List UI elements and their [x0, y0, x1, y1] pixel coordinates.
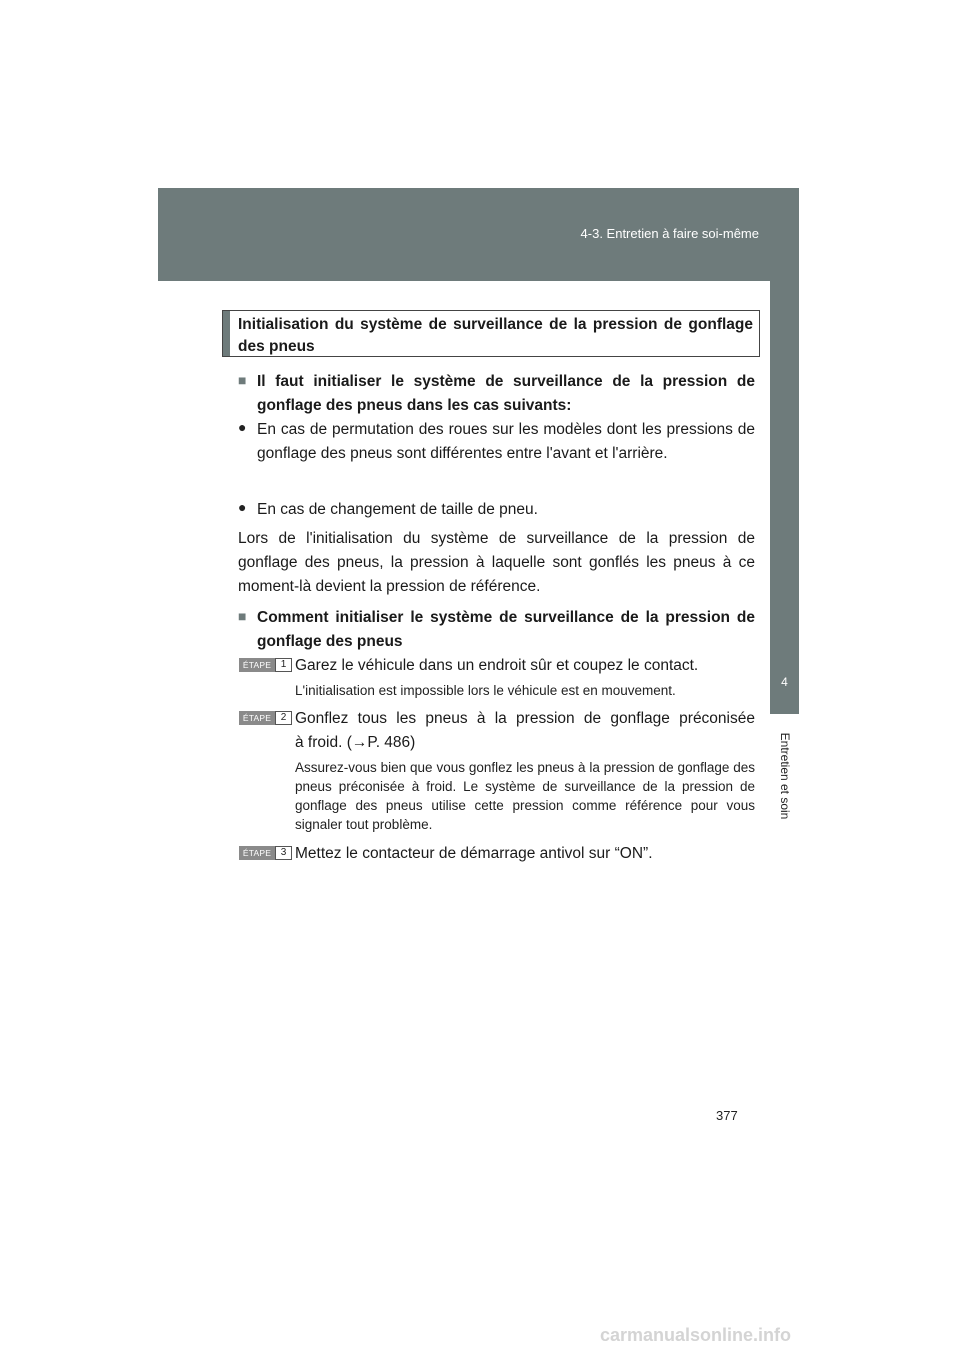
page-number: 377	[716, 1108, 738, 1123]
step-1-note: L'initialisation est impossible lors le véhicule est en mouvement.	[295, 683, 676, 698]
step-badge-2	[239, 711, 291, 725]
bullet-item-1: En cas de permutation des roues sur les modèles dont les pressions de gonflage des pneus sont différentes entre l'avant et l'arrière.	[257, 421, 755, 462]
step-2-text-line-2: à froid. (→P. 486)	[295, 734, 416, 751]
step-2-note: Assurez-vous bien que vous gonflez les pneus à la pression de gonflage des pneus préconisée à froid. Le système de surveillance de la pression de gonflage des pneus utilise cette pression comme référence pour vous signaler tout problème.	[295, 760, 755, 832]
reference-paragraph: Lors de l'initialisation du système de surveillance de la pression de gonflage des pneus, la pression à laquelle sont gonflés les pneus à ce moment-là devient la pression de référence.	[238, 530, 755, 595]
square-marker-icon: ■	[238, 608, 247, 624]
step-number: 1	[275, 658, 292, 672]
chapter-number: 4	[781, 675, 788, 689]
step-3-text: Mettez le contacteur de démarrage antivol sur “ON”.	[295, 845, 653, 862]
step-number: 2	[275, 711, 292, 725]
bullet-icon: ●	[238, 499, 247, 515]
section-title-box	[222, 310, 760, 357]
step-1-text: Garez le véhicule dans un endroit sûr et coupez le contact.	[295, 657, 699, 674]
watermark: carmanualsonline.info	[600, 1325, 792, 1345]
chapter-title: Entretien et soin	[777, 732, 792, 820]
step-2-text-line-1: Gonflez tous les pneus à la pression de gonflage préconisée	[295, 710, 755, 727]
step-badge-3	[239, 846, 291, 860]
bullet-icon: ●	[238, 419, 247, 435]
bullet-item-2: En cas de changement de taille de pneu.	[257, 501, 538, 518]
chapter-title-wrap	[770, 716, 799, 836]
step-badge-1	[239, 658, 291, 672]
step-number: 3	[275, 846, 292, 860]
subsection-1-heading: Il faut initialiser le système de surveillance de la pression de gonflage des pneus dans les cas suivants:	[257, 373, 755, 414]
section-label: 4-3. Entretien à faire soi-même	[580, 226, 759, 241]
section-title-bar	[223, 311, 230, 356]
square-marker-icon: ■	[238, 372, 247, 388]
chapter-tab	[770, 281, 799, 714]
step-label: ÉTAPE	[239, 846, 275, 860]
step-label: ÉTAPE	[239, 658, 275, 672]
section-title: Initialisation du système de surveillance de la pression de gonflage des pneus	[238, 316, 753, 355]
step-label: ÉTAPE	[239, 711, 275, 725]
subsection-2-heading: Comment initialiser le système de surveillance de la pression de gonflage des pneus	[257, 609, 755, 650]
header-band	[158, 188, 799, 281]
